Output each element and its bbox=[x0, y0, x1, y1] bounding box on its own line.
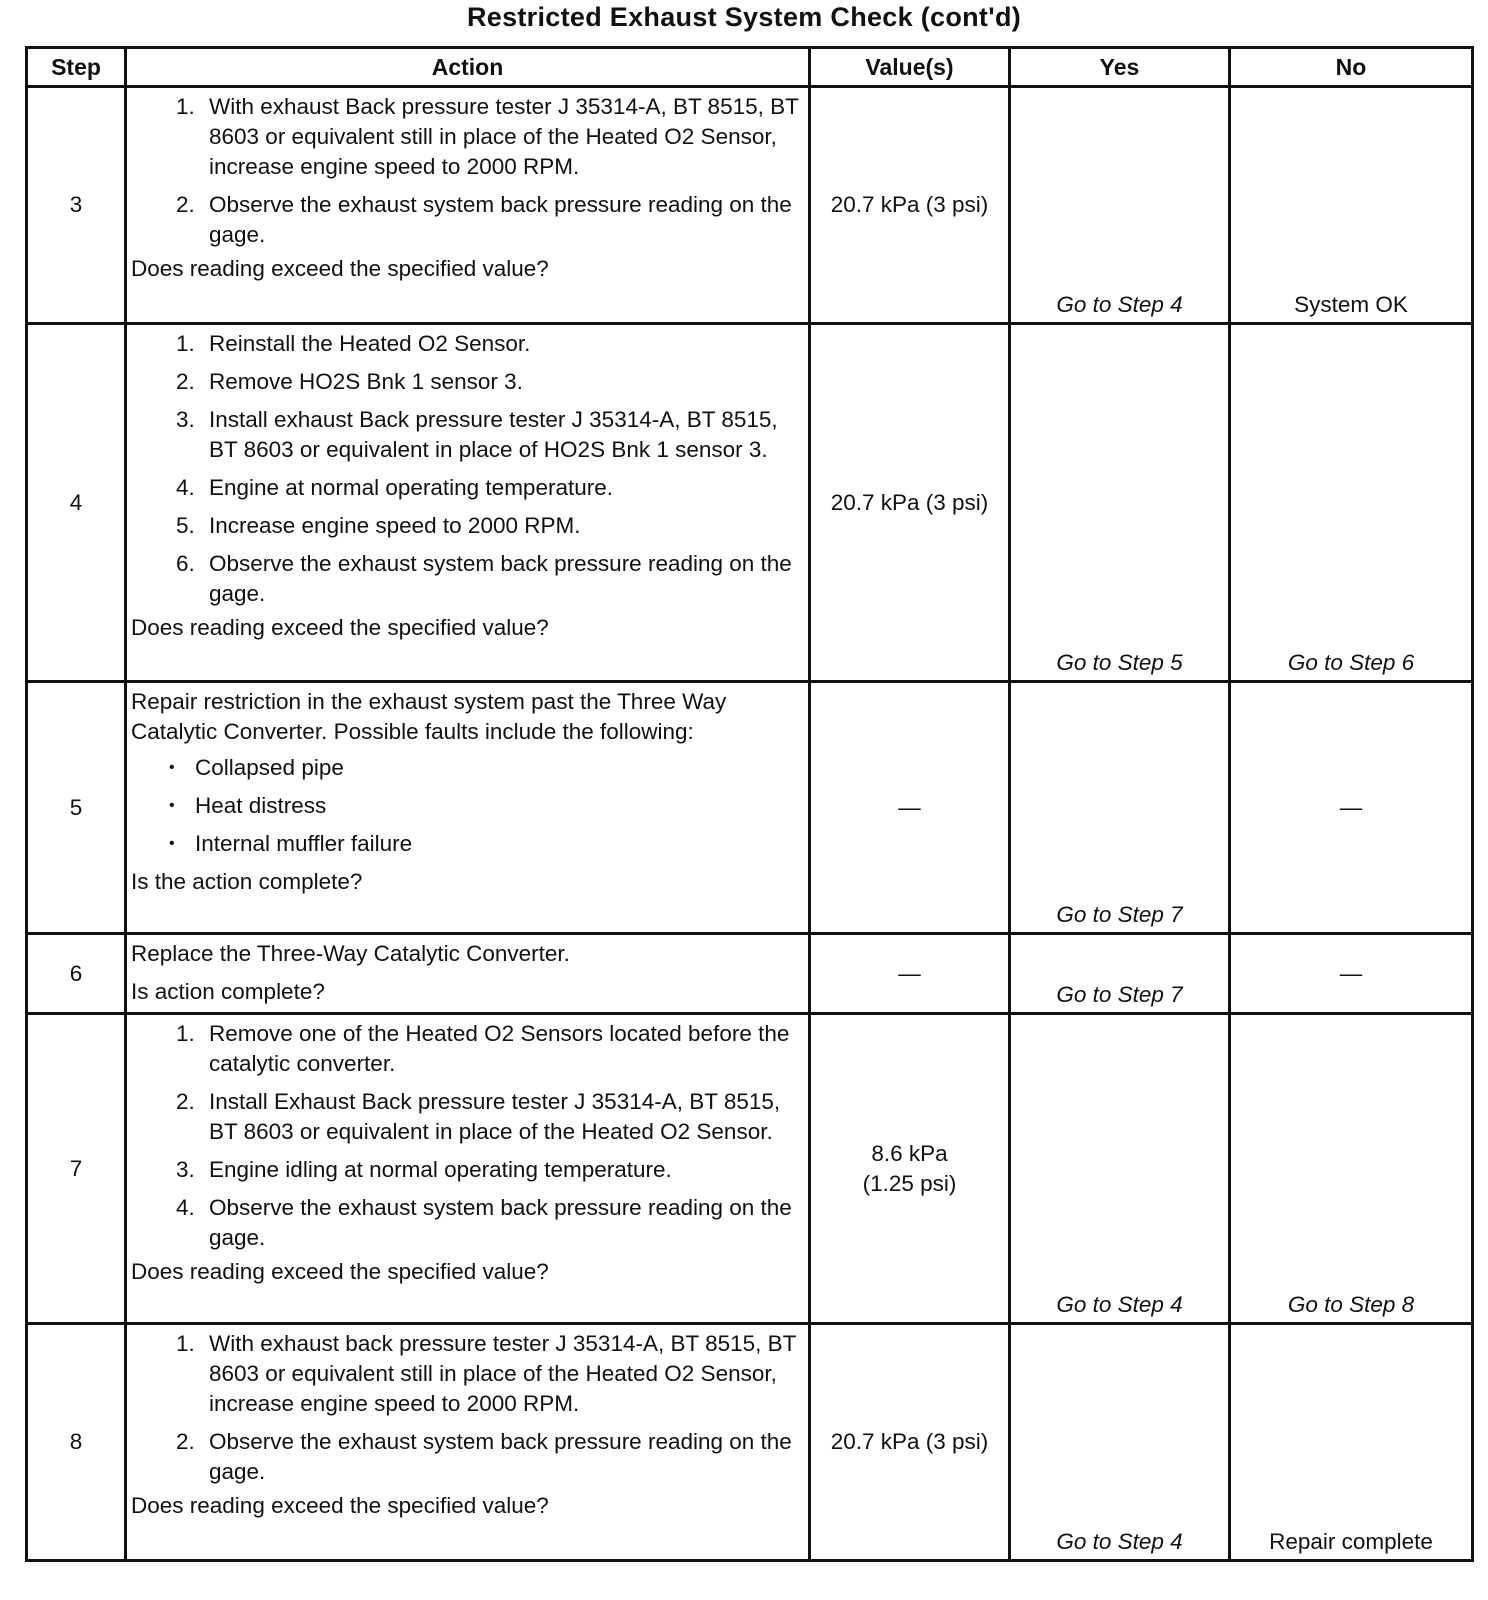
value-line: (1.25 psi) bbox=[862, 1170, 957, 1196]
no-cell: — bbox=[1230, 934, 1473, 1014]
step-number: 7 bbox=[27, 1014, 126, 1324]
table-row bbox=[27, 682, 1473, 934]
action-question: Does reading exceed the specified value? bbox=[131, 1259, 549, 1284]
list-item: 2. Observe the exhaust system back pressure reading on the gage. bbox=[201, 190, 802, 250]
no-cell: Go to Step 6 bbox=[1230, 324, 1473, 682]
list-item: 2. Install Exhaust Back pressure tester J 35314-A, BT 8515, BT 8603 or equivalent in place of the Heated O2 Sensor. bbox=[201, 1087, 802, 1147]
list-item: 1. Reinstall the Heated O2 Sensor. bbox=[201, 329, 802, 359]
step-number: 8 bbox=[27, 1324, 126, 1561]
action-steps bbox=[131, 1019, 802, 1253]
action-cell bbox=[126, 324, 810, 682]
value-line: 8.6 kPa bbox=[871, 1140, 948, 1166]
action-steps bbox=[131, 1329, 802, 1487]
list-item: 3. Engine idling at normal operating temperature. bbox=[201, 1155, 802, 1185]
list-item: 6. Observe the exhaust system back pressure reading on the gage. bbox=[201, 549, 802, 609]
list-item: 4. Engine at normal operating temperature. bbox=[201, 473, 802, 503]
list-item: 2. Observe the exhaust system back pressure reading on the gage. bbox=[201, 1427, 802, 1487]
step-number: 4 bbox=[27, 324, 126, 682]
list-item: 4. Observe the exhaust system back pressure reading on the gage. bbox=[201, 1193, 802, 1253]
yes-cell: Go to Step 4 bbox=[1010, 87, 1230, 324]
header-value: Value(s) bbox=[810, 48, 1010, 87]
yes-cell: Go to Step 5 bbox=[1010, 324, 1230, 682]
table-row bbox=[27, 1324, 1473, 1561]
list-item: 3. Install exhaust Back pressure tester J 35314-A, BT 8515, BT 8603 or equivalent in place of HO2S Bnk 1 sensor 3. bbox=[201, 405, 802, 465]
action-text: Repair restriction in the exhaust system past the Three Way Catalytic Converter. Possible faults include the following: bbox=[131, 689, 727, 744]
list-item: • Internal muffler failure bbox=[195, 829, 802, 859]
value-cell: 20.7 kPa (3 psi) bbox=[810, 87, 1010, 324]
action-steps bbox=[131, 92, 802, 250]
table-row bbox=[27, 934, 1473, 1014]
action-question: Is action complete? bbox=[131, 979, 325, 1004]
action-question: Does reading exceed the specified value? bbox=[131, 615, 549, 640]
list-item: 1. Remove one of the Heated O2 Sensors located before the catalytic converter. bbox=[201, 1019, 802, 1079]
action-cell bbox=[126, 1014, 810, 1324]
yes-cell: Go to Step 7 bbox=[1010, 934, 1230, 1014]
list-item: 2. Remove HO2S Bnk 1 sensor 3. bbox=[201, 367, 802, 397]
no-cell: — bbox=[1230, 682, 1473, 934]
action-cell bbox=[126, 87, 810, 324]
action-text: Replace the Three-Way Catalytic Converter. bbox=[131, 941, 570, 966]
step-number: 5 bbox=[27, 682, 126, 934]
page-title: Restricted Exhaust System Check (cont'd) bbox=[466, 2, 1022, 32]
action-question: Is the action complete? bbox=[131, 869, 363, 894]
diagnostic-table bbox=[25, 46, 1474, 1562]
list-item: 1. With exhaust Back pressure tester J 35314-A, BT 8515, BT 8603 or equivalent still in place of the Heated O2 Sensor, increase engine speed to 2000 RPM. bbox=[201, 92, 802, 182]
header-yes: Yes bbox=[1010, 48, 1230, 87]
action-question: Does reading exceed the specified value? bbox=[131, 256, 549, 281]
yes-cell: Go to Step 4 bbox=[1010, 1014, 1230, 1324]
header-step: Step bbox=[27, 48, 126, 87]
action-cell bbox=[126, 1324, 810, 1561]
header-row bbox=[27, 48, 1473, 87]
list-item: 5. Increase engine speed to 2000 RPM. bbox=[201, 511, 802, 541]
value-cell: 20.7 kPa (3 psi) bbox=[810, 1324, 1010, 1561]
step-number: 3 bbox=[27, 87, 126, 324]
action-steps bbox=[131, 329, 802, 609]
value-cell: — bbox=[810, 682, 1010, 934]
list-item: • Heat distress bbox=[195, 791, 802, 821]
value-cell: 20.7 kPa (3 psi) bbox=[810, 324, 1010, 682]
table-row bbox=[27, 87, 1473, 324]
list-item: 1. With exhaust back pressure tester J 35314-A, BT 8515, BT 8603 or equivalent still in place of the Heated O2 Sensor, increase engine speed to 2000 RPM. bbox=[201, 1329, 802, 1419]
list-item: • Collapsed pipe bbox=[195, 753, 802, 783]
no-cell: Go to Step 8 bbox=[1230, 1014, 1473, 1324]
table-row bbox=[27, 324, 1473, 682]
no-cell: Repair complete bbox=[1230, 1324, 1473, 1561]
header-no: No bbox=[1230, 48, 1473, 87]
table-row bbox=[27, 1014, 1473, 1324]
no-cell: System OK bbox=[1230, 87, 1473, 324]
value-cell: — bbox=[810, 934, 1010, 1014]
action-cell bbox=[126, 682, 810, 934]
yes-cell: Go to Step 7 bbox=[1010, 682, 1230, 934]
step-number: 6 bbox=[27, 934, 126, 1014]
header-action: Action bbox=[126, 48, 810, 87]
action-cell bbox=[126, 934, 810, 1014]
yes-cell: Go to Step 4 bbox=[1010, 1324, 1230, 1561]
action-question: Does reading exceed the specified value? bbox=[131, 1493, 549, 1518]
value-cell bbox=[810, 1014, 1010, 1324]
fault-list bbox=[131, 753, 802, 859]
